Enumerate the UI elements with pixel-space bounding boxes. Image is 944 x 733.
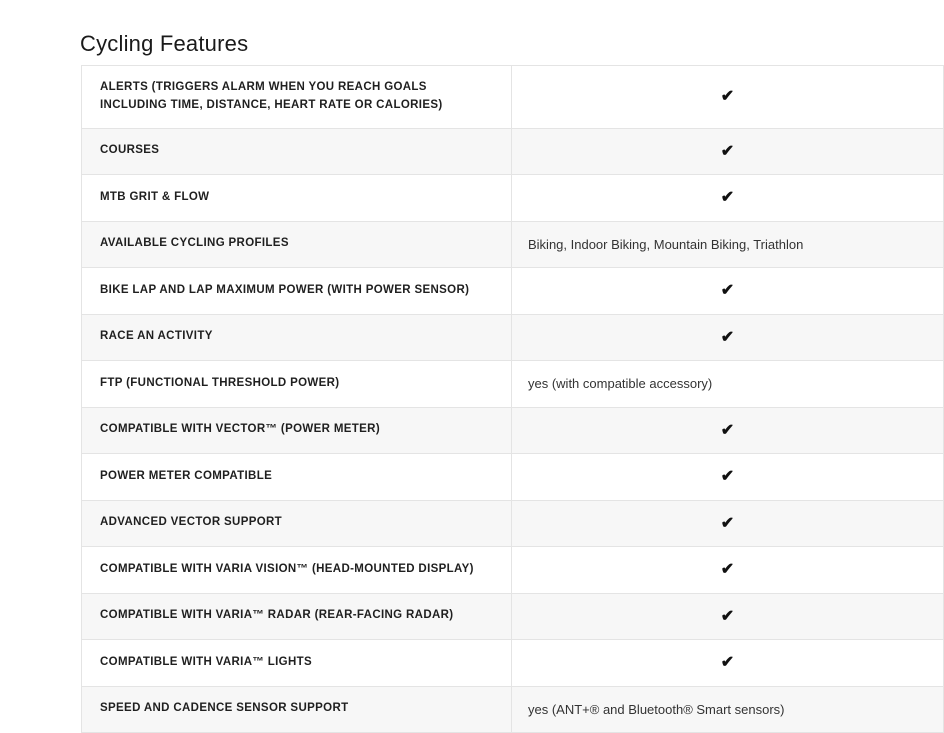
feature-label: ALERTS (TRIGGERS ALARM WHEN YOU REACH GOALS INCLUDING TIME, DISTANCE, HEART RATE OR CALORIES) bbox=[82, 66, 512, 129]
table-body bbox=[82, 66, 944, 733]
table-row bbox=[82, 221, 944, 268]
page-title: Cycling Features bbox=[80, 30, 249, 56]
check-icon: ✔ bbox=[720, 468, 735, 486]
feature-value-text: yes (with compatible accessory) bbox=[512, 361, 944, 408]
feature-label: RACE AN ACTIVITY bbox=[82, 314, 512, 361]
table-row bbox=[82, 593, 944, 640]
feature-label: FTP (FUNCTIONAL THRESHOLD POWER) bbox=[82, 361, 512, 408]
feature-label: SPEED AND CADENCE SENSOR SUPPORT bbox=[82, 686, 512, 733]
table-row bbox=[82, 686, 944, 733]
table-row bbox=[82, 175, 944, 222]
feature-label: BIKE LAP AND LAP MAXIMUM POWER (WITH POWER SENSOR) bbox=[82, 268, 512, 315]
feature-label: COMPATIBLE WITH VARIA™ RADAR (REAR-FACING RADAR) bbox=[82, 593, 512, 640]
feature-value-check bbox=[512, 454, 944, 501]
feature-value-text: yes (ANT+® and Bluetooth® Smart sensors) bbox=[512, 686, 944, 733]
feature-label: COMPATIBLE WITH VECTOR™ (POWER METER) bbox=[82, 407, 512, 454]
feature-value-check bbox=[512, 268, 944, 315]
check-icon: ✔ bbox=[720, 561, 735, 579]
feature-label: COURSES bbox=[82, 128, 512, 175]
check-icon: ✔ bbox=[720, 189, 735, 207]
check-icon: ✔ bbox=[720, 328, 735, 346]
table-row bbox=[82, 640, 944, 687]
feature-value-check bbox=[512, 500, 944, 547]
check-icon: ✔ bbox=[720, 514, 735, 532]
cycling-features-table bbox=[81, 65, 944, 733]
table-row bbox=[82, 547, 944, 594]
check-icon: ✔ bbox=[720, 88, 735, 106]
feature-value-check bbox=[512, 593, 944, 640]
table-row bbox=[82, 361, 944, 408]
feature-value-check bbox=[512, 640, 944, 687]
check-icon: ✔ bbox=[720, 142, 735, 160]
table-row bbox=[82, 66, 944, 129]
feature-label: COMPATIBLE WITH VARIA VISION™ (HEAD-MOUNTED DISPLAY) bbox=[82, 547, 512, 594]
feature-label: MTB GRIT & FLOW bbox=[82, 175, 512, 222]
check-icon: ✔ bbox=[720, 607, 735, 625]
check-icon: ✔ bbox=[720, 421, 735, 439]
feature-label: COMPATIBLE WITH VARIA™ LIGHTS bbox=[82, 640, 512, 687]
check-icon: ✔ bbox=[720, 654, 735, 672]
feature-label: AVAILABLE CYCLING PROFILES bbox=[82, 221, 512, 268]
feature-label: ADVANCED VECTOR SUPPORT bbox=[82, 500, 512, 547]
feature-value-check bbox=[512, 66, 944, 129]
feature-value-check bbox=[512, 314, 944, 361]
table-row bbox=[82, 500, 944, 547]
feature-value-text: Biking, Indoor Biking, Mountain Biking, Triathlon bbox=[512, 221, 944, 268]
feature-value-check bbox=[512, 547, 944, 594]
table-row bbox=[82, 128, 944, 175]
feature-value-check bbox=[512, 128, 944, 175]
feature-value-check bbox=[512, 407, 944, 454]
feature-value-check bbox=[512, 175, 944, 222]
table-row bbox=[82, 407, 944, 454]
table-row bbox=[82, 314, 944, 361]
table-row bbox=[82, 454, 944, 501]
table-row bbox=[82, 268, 944, 315]
check-icon: ✔ bbox=[720, 282, 735, 300]
feature-label: POWER METER COMPATIBLE bbox=[82, 454, 512, 501]
